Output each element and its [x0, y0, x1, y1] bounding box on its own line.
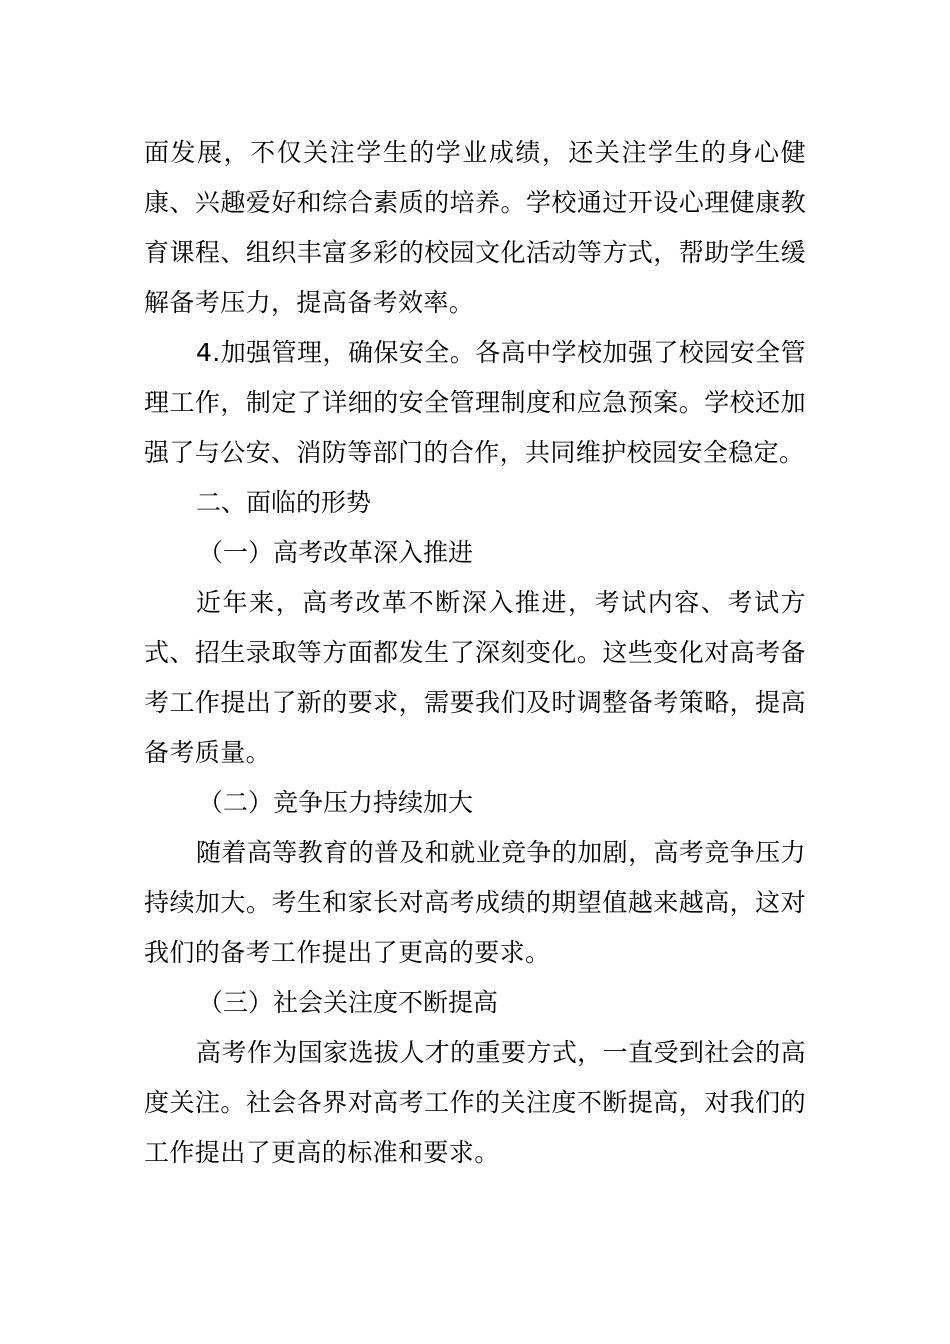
paragraph-management-safety: 4.加强管理，确保安全。各高中学校加强了校园安全管理工作，制定了详细的安全管理制度和应急预案。学校还加强了与公安、消防等部门的合作，共同维护校园安全稳定。 — [144, 338, 806, 467]
subheading-attention: （三）社会关注度不断提高 — [198, 988, 499, 1017]
paragraph-continued: 面发展，不仅关注学生的学业成绩，还关注学生的身心健康、兴趣爱好和综合素质的培养。学校通过开设心理健康教育课程、组织丰富多彩的校园文化活动等方式，帮助学生缓解备考压力，提高备考效率。 — [144, 138, 806, 317]
document-body — [144, 128, 806, 1178]
subheading-reform: （一）高考改革深入推进 — [198, 538, 474, 567]
subheading-competition: （二）竞争压力持续加大 — [198, 788, 474, 817]
section-heading-situation: 二、面临的形势 — [196, 488, 372, 517]
paragraph-attention: 高考作为国家选拔人才的重要方式，一直受到社会的高度关注。社会各界对高考工作的关注度不断提高，对我们的工作提出了更高的标准和要求。 — [144, 1038, 806, 1167]
paragraph-competition: 随着高等教育的普及和就业竞争的加剧，高考竞争压力持续加大。考生和家长对高考成绩的期望值越来越高，这对我们的备考工作提出了更高的要求。 — [144, 838, 806, 967]
paragraph-reform: 近年来，高考改革不断深入推进，考试内容、考试方式、招生录取等方面都发生了深刻变化。这些变化对高考备考工作提出了新的要求，需要我们及时调整备考策略，提高备考质量。 — [144, 588, 806, 767]
